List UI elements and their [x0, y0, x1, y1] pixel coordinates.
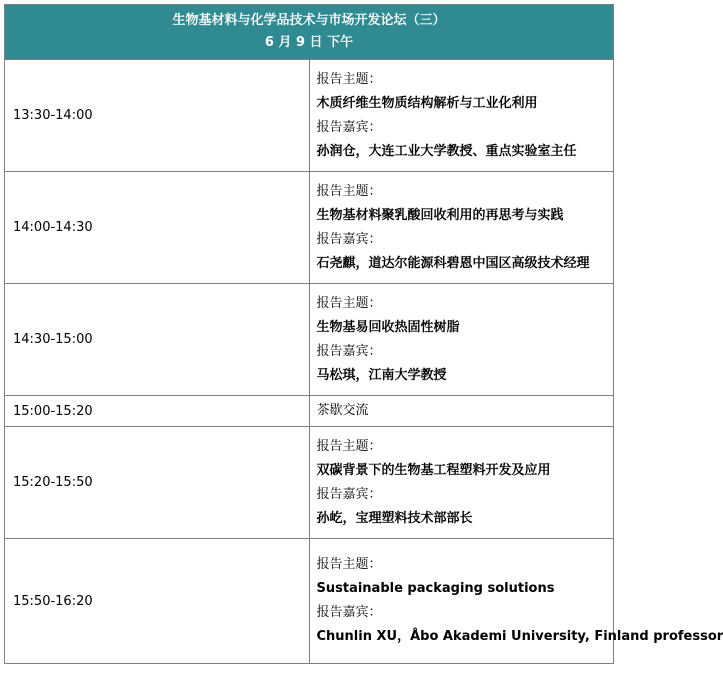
topic-label: 报告主题： [316, 557, 382, 572]
table-row [5, 284, 614, 396]
talk-speaker: 孙润仓，大连工业大学教授、重点实验室主任 [316, 143, 577, 159]
session-time: 14:00-14:30 [5, 172, 310, 284]
session-time: 15:20-15:50 [5, 427, 310, 539]
talk-topic: 双碳背景下的生物基工程塑料开发及应用 [316, 462, 551, 478]
speaker-label: 报告嘉宾： [316, 486, 382, 502]
schedule-header-row [5, 5, 614, 60]
tea-break-text: 茶歇交流 [316, 403, 369, 418]
talk-speaker: Chunlin XU，Åbo Akademi University, Finland professor [316, 629, 723, 644]
topic-label: 报告主题： [316, 438, 382, 454]
speaker-label: 报告嘉宾： [316, 119, 382, 135]
forum-title: 生物基材料与化学品技术与市场开发论坛（三） [172, 13, 446, 28]
table-row [5, 427, 614, 539]
topic-label: 报告主题： [316, 183, 382, 199]
talk-speaker: 马松琪，江南大学教授 [316, 367, 447, 383]
session-details [309, 172, 614, 284]
topic-label: 报告主题： [316, 295, 382, 311]
forum-schedule-table [4, 4, 723, 664]
break-details [309, 396, 614, 427]
talk-topic: 木质纤维生物质结构解析与工业化利用 [316, 95, 538, 111]
session-time: 14:30-15:00 [5, 284, 310, 396]
speaker-label: 报告嘉宾： [316, 605, 382, 620]
table-row [5, 172, 614, 284]
talk-speaker: 石尧麒，道达尔能源科碧恩中国区高级技术经理 [316, 255, 590, 271]
table-row [5, 60, 614, 172]
talk-topic: 生物基易回收热固性树脂 [316, 319, 460, 335]
session-details [309, 539, 723, 664]
table-row [5, 396, 614, 427]
session-time: 15:00-15:20 [5, 396, 310, 427]
speaker-label: 报告嘉宾： [316, 343, 382, 359]
session-details [309, 427, 614, 539]
talk-topic: 生物基材料聚乳酸回收利用的再思考与实践 [316, 207, 564, 223]
session-time: 13:30-14:00 [5, 60, 310, 172]
session-details [309, 60, 614, 172]
session-time: 15:50-16:20 [5, 539, 310, 664]
talk-speaker: 孙屹，宝理塑料技术部部长 [316, 510, 473, 526]
forum-date: 6 月 9 日 下午 [264, 35, 354, 50]
schedule-header [5, 5, 614, 60]
session-details [309, 284, 614, 396]
topic-label: 报告主题： [316, 71, 382, 87]
talk-topic: Sustainable packaging solutions [316, 581, 555, 596]
speaker-label: 报告嘉宾： [316, 231, 382, 247]
table-row [5, 539, 614, 664]
